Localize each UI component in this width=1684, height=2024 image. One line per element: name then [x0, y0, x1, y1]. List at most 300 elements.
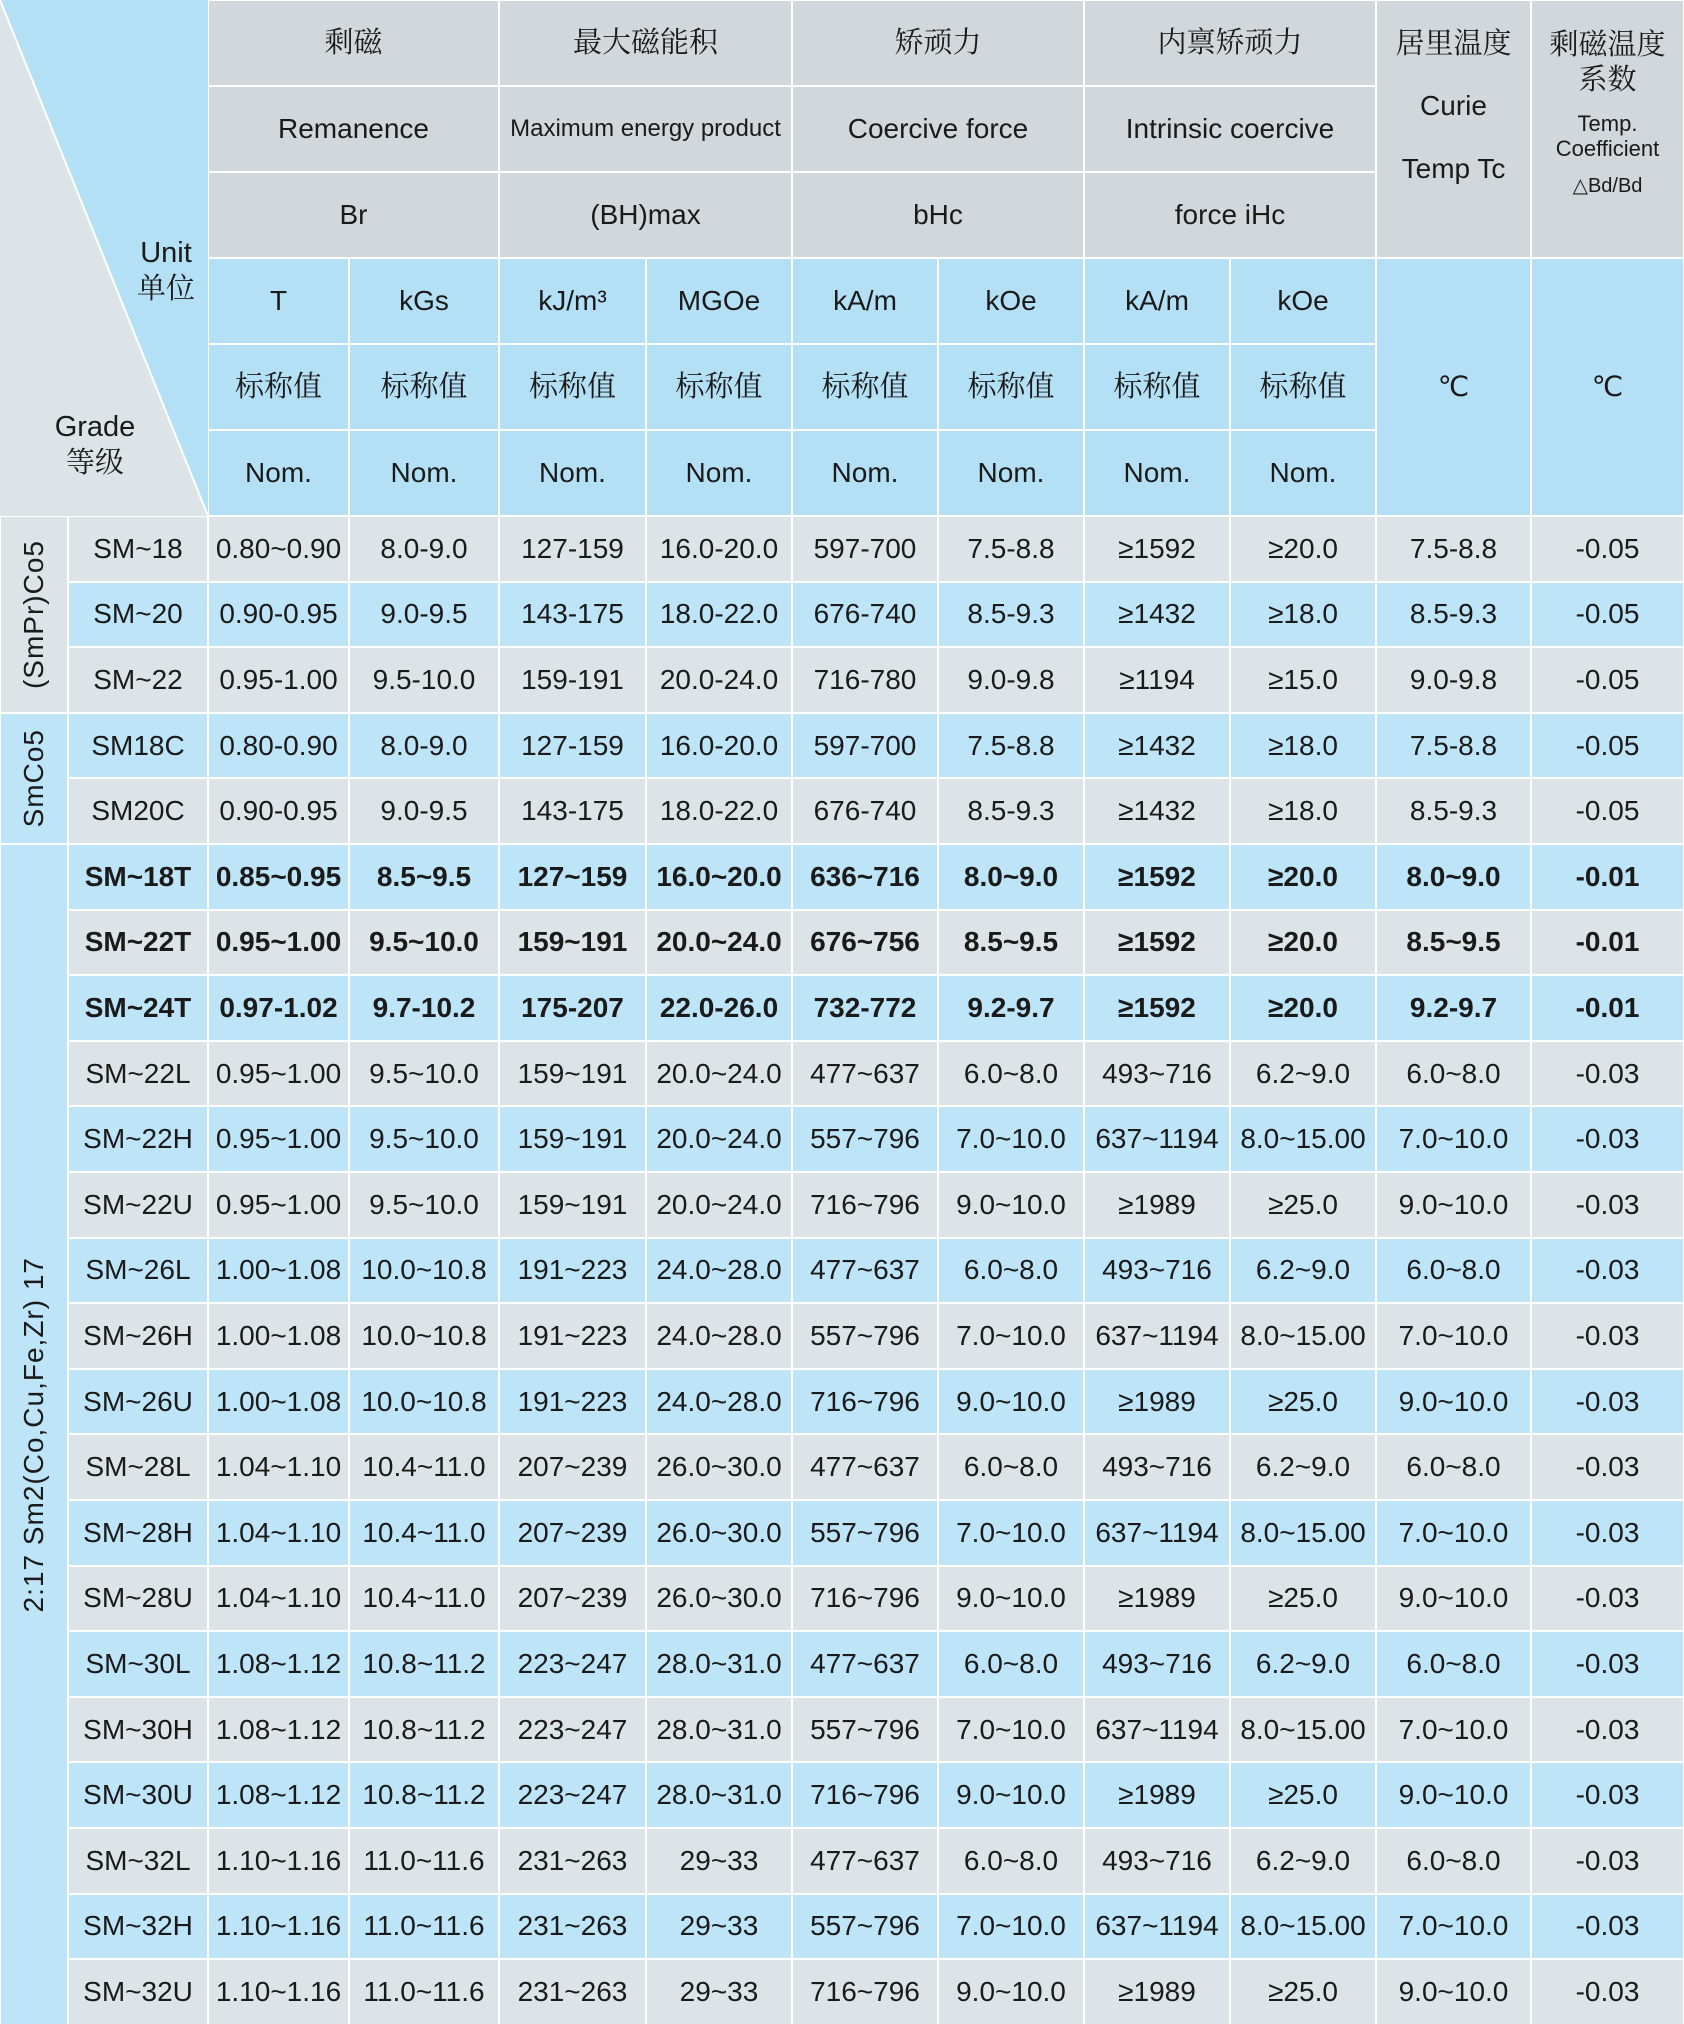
value-cell: 223~247 — [500, 1763, 645, 1827]
value-cell: 8.5-9.3 — [1377, 779, 1530, 843]
header-group-5 — [1532, 1, 1683, 257]
value-cell: ≥25.0 — [1231, 1567, 1375, 1631]
value-cell: 9.5-10.0 — [350, 648, 498, 712]
value-cell: -0.01 — [1532, 976, 1683, 1040]
value-cell: 9.7-10.2 — [350, 976, 498, 1040]
value-cell: 1.00~1.08 — [209, 1239, 348, 1303]
value-cell: 9.0-9.5 — [350, 779, 498, 843]
value-cell: 1.10~1.16 — [209, 1895, 348, 1959]
value-cell: -0.03 — [1532, 1501, 1683, 1565]
nominal-en-cell-5: Nom. — [939, 431, 1083, 515]
value-cell: 10.0~10.8 — [350, 1370, 498, 1434]
value-cell: 8.0~15.00 — [1231, 1107, 1375, 1171]
value-cell: 6.0~8.0 — [1377, 1435, 1530, 1499]
value-cell: 9.0~10.0 — [1377, 1370, 1530, 1434]
value-cell: 24.0~28.0 — [647, 1370, 791, 1434]
value-cell: 8.5-9.3 — [1377, 583, 1530, 647]
grade-cell: SM~26H — [69, 1304, 207, 1368]
value-cell: -0.01 — [1532, 845, 1683, 909]
value-cell: 26.0~30.0 — [647, 1501, 791, 1565]
grade-cell: SM~22U — [69, 1173, 207, 1237]
value-cell: 10.4~11.0 — [350, 1435, 498, 1499]
value-cell: 127-159 — [500, 714, 645, 778]
family-label-0 — [1, 517, 67, 712]
value-cell: 716~796 — [793, 1370, 937, 1434]
value-cell: 10.8~11.2 — [350, 1632, 498, 1696]
value-cell: 636~716 — [793, 845, 937, 909]
value-cell: 6.0~8.0 — [1377, 1829, 1530, 1893]
value-cell: 1.10~1.16 — [209, 1829, 348, 1893]
value-cell: ≥18.0 — [1231, 583, 1375, 647]
unit-cell-8: ℃ — [1377, 259, 1530, 515]
grade-cell: SM~28L — [69, 1435, 207, 1499]
grade-cell: SM~18 — [69, 517, 207, 581]
nominal-en-cell-7: Nom. — [1231, 431, 1375, 515]
value-cell: 159~191 — [500, 1042, 645, 1106]
value-cell: 29~33 — [647, 1960, 791, 2024]
value-cell: 9.0~10.0 — [1377, 1567, 1530, 1631]
value-cell: 7.0~10.0 — [1377, 1501, 1530, 1565]
value-cell: 0.95~1.00 — [209, 1173, 348, 1237]
value-cell: ≥18.0 — [1231, 714, 1375, 778]
value-cell: 159~191 — [500, 1107, 645, 1171]
header-group-0-zh: 剩磁 — [209, 1, 498, 85]
grade-cell: SM~32L — [69, 1829, 207, 1893]
value-cell: 6.0~8.0 — [939, 1239, 1083, 1303]
grade-cell: SM~30L — [69, 1632, 207, 1696]
value-cell: 732-772 — [793, 976, 937, 1040]
value-cell: 557~796 — [793, 1895, 937, 1959]
value-cell: 20.0~24.0 — [647, 1107, 791, 1171]
value-cell: ≥1194 — [1085, 648, 1229, 712]
value-cell: 0.90-0.95 — [209, 779, 348, 843]
value-cell: 207~239 — [500, 1501, 645, 1565]
value-cell: 1.08~1.12 — [209, 1698, 348, 1762]
nominal-en-cell-2: Nom. — [500, 431, 645, 515]
value-cell: 207~239 — [500, 1435, 645, 1499]
value-cell: 207~239 — [500, 1567, 645, 1631]
value-cell: 0.95-1.00 — [209, 648, 348, 712]
grade-cell: SM~30H — [69, 1698, 207, 1762]
value-cell: 29~33 — [647, 1895, 791, 1959]
value-cell: ≥1989 — [1085, 1763, 1229, 1827]
value-cell: 6.2~9.0 — [1231, 1239, 1375, 1303]
value-cell: 20.0~24.0 — [647, 1173, 791, 1237]
value-cell: 557~796 — [793, 1698, 937, 1762]
value-cell: 8.0~15.00 — [1231, 1501, 1375, 1565]
grade-cell: SM~18T — [69, 845, 207, 909]
value-cell: -0.03 — [1532, 1632, 1683, 1696]
header-group-1-symbol: (BH)max — [500, 173, 791, 257]
value-cell: 8.5~9.5 — [1377, 911, 1530, 975]
value-cell: 10.4~11.0 — [350, 1567, 498, 1631]
value-cell: 8.0~9.0 — [939, 845, 1083, 909]
header-group-4-symbol: Temp Tc — [1401, 152, 1506, 184]
value-cell: 18.0-22.0 — [647, 583, 791, 647]
value-cell: 6.0~8.0 — [939, 1042, 1083, 1106]
value-cell: 477~637 — [793, 1042, 937, 1106]
value-cell: ≥1432 — [1085, 583, 1229, 647]
value-cell: 28.0~31.0 — [647, 1698, 791, 1762]
value-cell: -0.05 — [1532, 648, 1683, 712]
value-cell: 231~263 — [500, 1960, 645, 2024]
grade-cell: SM~22 — [69, 648, 207, 712]
value-cell: 6.0~8.0 — [939, 1632, 1083, 1696]
value-cell: 637~1194 — [1085, 1107, 1229, 1171]
nominal-zh-cell-4: 标称值 — [793, 345, 937, 429]
grade-cell: SM18C — [69, 714, 207, 778]
header-group-3-symbol: force iHc — [1085, 173, 1375, 257]
grade-cell: SM20C — [69, 779, 207, 843]
grade-label — [30, 410, 160, 480]
value-cell: 159-191 — [500, 648, 645, 712]
value-cell: 9.2-9.7 — [1377, 976, 1530, 1040]
value-cell: ≥1592 — [1085, 517, 1229, 581]
value-cell: 159~191 — [500, 1173, 645, 1237]
value-cell: 716~796 — [793, 1763, 937, 1827]
value-cell: 9.0-9.5 — [350, 583, 498, 647]
value-cell: 0.80-0.90 — [209, 714, 348, 778]
value-cell: 127-159 — [500, 517, 645, 581]
nominal-zh-cell-2: 标称值 — [500, 345, 645, 429]
value-cell: 557~796 — [793, 1107, 937, 1171]
value-cell: -0.05 — [1532, 517, 1683, 581]
nominal-zh-cell-6: 标称值 — [1085, 345, 1229, 429]
value-cell: -0.01 — [1532, 911, 1683, 975]
value-cell: 8.0~9.0 — [1377, 845, 1530, 909]
header-group-2-zh: 矫顽力 — [793, 1, 1083, 85]
value-cell: ≥25.0 — [1231, 1370, 1375, 1434]
value-cell: 8.5~9.5 — [939, 911, 1083, 975]
value-cell: 676-740 — [793, 583, 937, 647]
family-label-1 — [1, 714, 67, 843]
unit-cell-1: kGs — [350, 259, 498, 343]
value-cell: 716~796 — [793, 1173, 937, 1237]
value-cell: 637~1194 — [1085, 1501, 1229, 1565]
value-cell: 28.0~31.0 — [647, 1763, 791, 1827]
family-label-2-text: 2:17 Sm2(Co,Cu,Fe,Zr) 17 — [17, 1256, 49, 1613]
value-cell: 597-700 — [793, 517, 937, 581]
value-cell: 9.5~10.0 — [350, 1107, 498, 1171]
grade-cell: SM~22H — [69, 1107, 207, 1171]
value-cell: 9.2-9.7 — [939, 976, 1083, 1040]
value-cell: 0.80~0.90 — [209, 517, 348, 581]
value-cell: ≥20.0 — [1231, 845, 1375, 909]
value-cell: -0.03 — [1532, 1107, 1683, 1171]
value-cell: 1.08~1.12 — [209, 1632, 348, 1696]
value-cell: ≥20.0 — [1231, 976, 1375, 1040]
value-cell: 493~716 — [1085, 1239, 1229, 1303]
family-label-0-text: (SmPr)Co5 — [17, 539, 49, 689]
value-cell: 1.04~1.10 — [209, 1435, 348, 1499]
value-cell: 7.0~10.0 — [1377, 1304, 1530, 1368]
value-cell: 8.0-9.0 — [350, 714, 498, 778]
value-cell: 10.8~11.2 — [350, 1698, 498, 1762]
header-group-5-en: Temp. Coefficient — [1555, 110, 1660, 161]
value-cell: 10.8~11.2 — [350, 1763, 498, 1827]
value-cell: ≥20.0 — [1231, 517, 1375, 581]
value-cell: 9.0~10.0 — [939, 1173, 1083, 1237]
value-cell: 6.0~8.0 — [1377, 1239, 1530, 1303]
value-cell: 493~716 — [1085, 1435, 1229, 1499]
value-cell: 9.0-9.8 — [939, 648, 1083, 712]
value-cell: 8.0~15.00 — [1231, 1895, 1375, 1959]
value-cell: 159~191 — [500, 911, 645, 975]
value-cell: 716-780 — [793, 648, 937, 712]
value-cell: 9.0~10.0 — [939, 1567, 1083, 1631]
header-group-1-en: Maximum energy product — [500, 87, 791, 171]
header-group-2-symbol: bHc — [793, 173, 1083, 257]
value-cell: -0.03 — [1532, 1960, 1683, 2024]
value-cell: 8.5~9.5 — [350, 845, 498, 909]
nominal-en-cell-0: Nom. — [209, 431, 348, 515]
value-cell: 16.0-20.0 — [647, 517, 791, 581]
value-cell: 637~1194 — [1085, 1895, 1229, 1959]
value-cell: 9.0~10.0 — [939, 1763, 1083, 1827]
value-cell: -0.05 — [1532, 583, 1683, 647]
value-cell: -0.05 — [1532, 779, 1683, 843]
value-cell: 10.0~10.8 — [350, 1304, 498, 1368]
nominal-en-cell-1: Nom. — [350, 431, 498, 515]
value-cell: 6.2~9.0 — [1231, 1435, 1375, 1499]
value-cell: 6.0~8.0 — [939, 1435, 1083, 1499]
value-cell: ≥1989 — [1085, 1370, 1229, 1434]
value-cell: 28.0~31.0 — [647, 1632, 791, 1696]
value-cell: -0.03 — [1532, 1567, 1683, 1631]
value-cell: ≥1432 — [1085, 779, 1229, 843]
nominal-en-cell-6: Nom. — [1085, 431, 1229, 515]
value-cell: 0.90-0.95 — [209, 583, 348, 647]
header-group-2-en: Coercive force — [793, 87, 1083, 171]
value-cell: -0.03 — [1532, 1763, 1683, 1827]
value-cell: 6.0~8.0 — [939, 1829, 1083, 1893]
value-cell: ≥1989 — [1085, 1173, 1229, 1237]
value-cell: 0.95~1.00 — [209, 1107, 348, 1171]
unit-cell-7: kOe — [1231, 259, 1375, 343]
unit-label-en: Unit — [140, 237, 192, 269]
unit-label-zh: 单位 — [136, 270, 195, 305]
value-cell: 7.0~10.0 — [1377, 1107, 1530, 1171]
value-cell: 231~263 — [500, 1829, 645, 1893]
value-cell: 8.5-9.3 — [939, 583, 1083, 647]
corner-cell — [0, 0, 208, 516]
value-cell: 637~1194 — [1085, 1304, 1229, 1368]
value-cell: -0.03 — [1532, 1304, 1683, 1368]
value-cell: 8.0~15.00 — [1231, 1698, 1375, 1762]
value-cell: 191~223 — [500, 1304, 645, 1368]
value-cell: 20.0~24.0 — [647, 1042, 791, 1106]
value-cell: 7.5-8.8 — [939, 517, 1083, 581]
value-cell: ≥25.0 — [1231, 1763, 1375, 1827]
value-cell: 676~756 — [793, 911, 937, 975]
value-cell: -0.03 — [1532, 1239, 1683, 1303]
value-cell: 1.00~1.08 — [209, 1370, 348, 1434]
unit-cell-4: kA/m — [793, 259, 937, 343]
grade-cell: SM~26L — [69, 1239, 207, 1303]
value-cell: ≥15.0 — [1231, 648, 1375, 712]
value-cell: 493~716 — [1085, 1042, 1229, 1106]
header-group-5-symbol: △Bd/Bd — [1572, 175, 1643, 198]
nominal-zh-cell-0: 标称值 — [209, 345, 348, 429]
value-cell: 1.10~1.16 — [209, 1960, 348, 2024]
value-cell: 7.0~10.0 — [939, 1107, 1083, 1171]
value-cell: 1.08~1.12 — [209, 1763, 348, 1827]
value-cell: 7.5-8.8 — [1377, 714, 1530, 778]
grade-cell: SM~22T — [69, 911, 207, 975]
value-cell: 191~223 — [500, 1370, 645, 1434]
value-cell: -0.05 — [1532, 714, 1683, 778]
value-cell: ≥25.0 — [1231, 1173, 1375, 1237]
value-cell: 557~796 — [793, 1501, 937, 1565]
value-cell: 143-175 — [500, 779, 645, 843]
value-cell: 127~159 — [500, 845, 645, 909]
value-cell: 597-700 — [793, 714, 937, 778]
value-cell: 231~263 — [500, 1895, 645, 1959]
family-label-2 — [1, 845, 67, 2024]
value-cell: 20.0-24.0 — [647, 648, 791, 712]
value-cell: ≥1592 — [1085, 845, 1229, 909]
nominal-zh-cell-5: 标称值 — [939, 345, 1083, 429]
value-cell: 26.0~30.0 — [647, 1435, 791, 1499]
value-cell: ≥18.0 — [1231, 779, 1375, 843]
value-cell: 143-175 — [500, 583, 645, 647]
value-cell: 9.5~10.0 — [350, 911, 498, 975]
value-cell: 175-207 — [500, 976, 645, 1040]
value-cell: 716~796 — [793, 1567, 937, 1631]
header-group-0-symbol: Br — [209, 173, 498, 257]
grade-cell: SM~22L — [69, 1042, 207, 1106]
value-cell: 9.5~10.0 — [350, 1173, 498, 1237]
value-cell: 0.95~1.00 — [209, 911, 348, 975]
value-cell: 557~796 — [793, 1304, 937, 1368]
grade-cell: SM~32U — [69, 1960, 207, 2024]
value-cell: 16.0~20.0 — [647, 845, 791, 909]
value-cell: -0.03 — [1532, 1173, 1683, 1237]
value-cell: 6.0~8.0 — [1377, 1632, 1530, 1696]
value-cell: 24.0~28.0 — [647, 1304, 791, 1368]
value-cell: 0.95~1.00 — [209, 1042, 348, 1106]
value-cell: 11.0~11.6 — [350, 1829, 498, 1893]
value-cell: -0.03 — [1532, 1042, 1683, 1106]
value-cell: 0.85~0.95 — [209, 845, 348, 909]
value-cell: ≥1989 — [1085, 1960, 1229, 2024]
value-cell: -0.03 — [1532, 1895, 1683, 1959]
value-cell: 477~637 — [793, 1632, 937, 1696]
value-cell: 191~223 — [500, 1239, 645, 1303]
header-group-1-zh: 最大磁能积 — [500, 1, 791, 85]
header-group-4 — [1377, 1, 1530, 257]
grade-label-zh: 等级 — [65, 444, 124, 479]
header-group-4-zh: 居里温度 — [1395, 26, 1512, 60]
unit-cell-3: MGOe — [647, 259, 791, 343]
unit-cell-6: kA/m — [1085, 259, 1229, 343]
grade-cell: SM~32H — [69, 1895, 207, 1959]
value-cell: 26.0~30.0 — [647, 1567, 791, 1631]
value-cell: ≥1592 — [1085, 976, 1229, 1040]
nominal-en-cell-4: Nom. — [793, 431, 937, 515]
header-group-3-en: Intrinsic coercive — [1085, 87, 1375, 171]
nominal-zh-cell-7: 标称值 — [1231, 345, 1375, 429]
family-label-1-text: SmCo5 — [17, 729, 49, 828]
nominal-zh-cell-3: 标称值 — [647, 345, 791, 429]
value-cell: 10.4~11.0 — [350, 1501, 498, 1565]
value-cell: 676-740 — [793, 779, 937, 843]
value-cell: 11.0~11.6 — [350, 1895, 498, 1959]
value-cell: 6.2~9.0 — [1231, 1632, 1375, 1696]
value-cell: 10.0~10.8 — [350, 1239, 498, 1303]
value-cell: 6.2~9.0 — [1231, 1042, 1375, 1106]
value-cell: 6.0~8.0 — [1377, 1042, 1530, 1106]
value-cell: ≥1592 — [1085, 911, 1229, 975]
grade-cell: SM~26U — [69, 1370, 207, 1434]
value-cell: 9.0~10.0 — [939, 1370, 1083, 1434]
header-group-3-zh: 内禀矫顽力 — [1085, 1, 1375, 85]
value-cell: 493~716 — [1085, 1829, 1229, 1893]
value-cell: ≥20.0 — [1231, 911, 1375, 975]
value-cell: 637~1194 — [1085, 1698, 1229, 1762]
value-cell: 24.0~28.0 — [647, 1239, 791, 1303]
value-cell: 8.0-9.0 — [350, 517, 498, 581]
header-group-0-en: Remanence — [209, 87, 498, 171]
header-group-4-en: Curie — [1420, 90, 1487, 122]
value-cell: 8.5-9.3 — [939, 779, 1083, 843]
value-cell: 7.0~10.0 — [939, 1501, 1083, 1565]
value-cell: 0.97-1.02 — [209, 976, 348, 1040]
value-cell: 477~637 — [793, 1239, 937, 1303]
value-cell: 7.0~10.0 — [939, 1698, 1083, 1762]
grade-cell: SM~28U — [69, 1567, 207, 1631]
value-cell: 477~637 — [793, 1435, 937, 1499]
value-cell: 1.04~1.10 — [209, 1567, 348, 1631]
grade-cell: SM~24T — [69, 976, 207, 1040]
value-cell: 18.0-22.0 — [647, 779, 791, 843]
value-cell: 223~247 — [500, 1632, 645, 1696]
value-cell: 16.0-20.0 — [647, 714, 791, 778]
value-cell: -0.03 — [1532, 1698, 1683, 1762]
nominal-zh-cell-1: 标称值 — [350, 345, 498, 429]
value-cell: 9.0~10.0 — [1377, 1173, 1530, 1237]
value-cell: 7.0~10.0 — [939, 1304, 1083, 1368]
value-cell: 223~247 — [500, 1698, 645, 1762]
value-cell: 1.04~1.10 — [209, 1501, 348, 1565]
unit-cell-2: kJ/m³ — [500, 259, 645, 343]
grade-cell: SM~20 — [69, 583, 207, 647]
value-cell: 7.5-8.8 — [939, 714, 1083, 778]
nominal-en-cell-3: Nom. — [647, 431, 791, 515]
grade-label-en: Grade — [54, 411, 136, 443]
value-cell: -0.03 — [1532, 1435, 1683, 1499]
value-cell: 11.0~11.6 — [350, 1960, 498, 2024]
value-cell: 20.0~24.0 — [647, 911, 791, 975]
value-cell: 9.0~10.0 — [1377, 1763, 1530, 1827]
value-cell: 7.0~10.0 — [1377, 1895, 1530, 1959]
value-cell: -0.03 — [1532, 1370, 1683, 1434]
value-cell: 7.5-8.8 — [1377, 517, 1530, 581]
value-cell: 9.0-9.8 — [1377, 648, 1530, 712]
value-cell: 1.00~1.08 — [209, 1304, 348, 1368]
value-cell: 9.5~10.0 — [350, 1042, 498, 1106]
value-cell: 7.0~10.0 — [939, 1895, 1083, 1959]
unit-label — [124, 236, 208, 306]
value-cell: ≥1989 — [1085, 1567, 1229, 1631]
value-cell: ≥25.0 — [1231, 1960, 1375, 2024]
value-cell: 29~33 — [647, 1829, 791, 1893]
value-cell: 477~637 — [793, 1829, 937, 1893]
grade-cell: SM~28H — [69, 1501, 207, 1565]
header-group-5-zh: 剩磁温度系数 — [1549, 27, 1666, 96]
grade-cell: SM~30U — [69, 1763, 207, 1827]
value-cell: 493~716 — [1085, 1632, 1229, 1696]
